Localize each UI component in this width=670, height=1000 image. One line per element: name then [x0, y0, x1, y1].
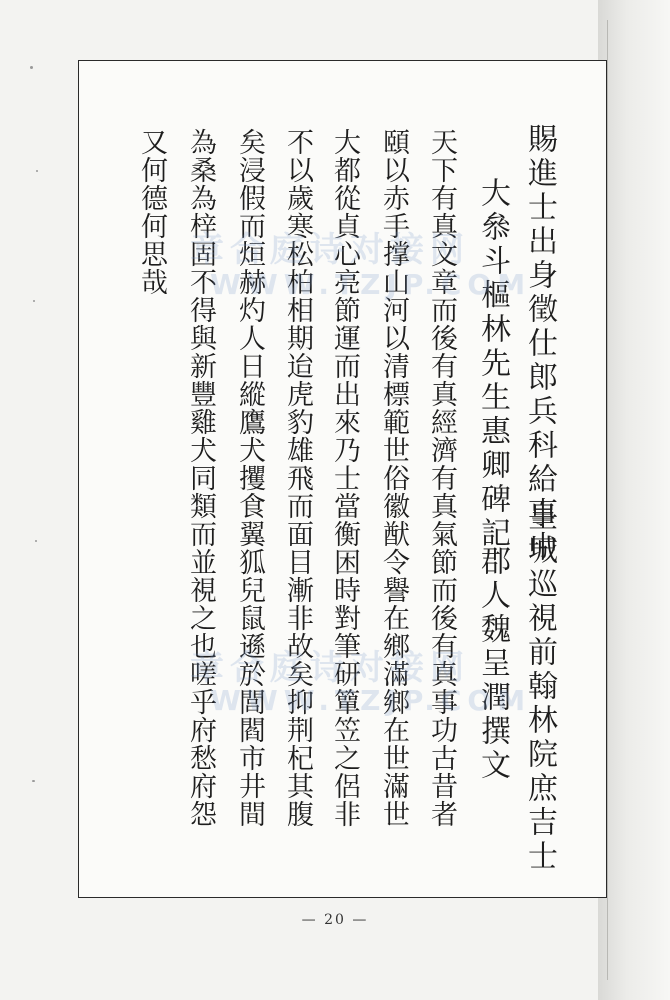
- scan-speck: [36, 170, 38, 172]
- watermark-url-2: WWW.TZJP.COM: [210, 684, 532, 717]
- column-5: 大都從貞心亮節運而出來乃士當衡困時對筆研簞笠之侶非: [329, 128, 360, 828]
- page-number: — 20 —: [301, 912, 369, 928]
- column-6: 不以歲寒松柏相期迨虎豹雄飛而面目漸非故矣抑荆杞其腹: [282, 128, 313, 828]
- page-edge: [607, 20, 608, 980]
- scan-speck: [33, 300, 35, 302]
- column-1: 賜進士出身徵仕郎兵科給事中: [522, 123, 557, 565]
- watermark-text-1: 章合庭诗对接网: [190, 230, 470, 270]
- scan-speck: [30, 66, 33, 69]
- column-1b: 皇城巡視前翰林院庶吉士: [522, 500, 557, 874]
- scan-speck: [35, 540, 37, 542]
- scan-shadow: [598, 0, 670, 1000]
- column-9: 又何德何思哉: [136, 128, 167, 296]
- column-3: 天下有真文章而後有真經濟有真氣節而後有真事功古昔者: [426, 128, 457, 828]
- column-2b: 郡人魏呈潤撰文: [475, 545, 510, 783]
- column-2: 大叅斗樞林先生惠卿碑記: [475, 177, 510, 551]
- watermark-url-1: WWW.TZJP.COM: [210, 268, 532, 301]
- watermark-text-2: 章合庭诗对接网: [190, 648, 470, 688]
- column-7: 矣浸假而烜赫灼人日縱鷹犬攫食翼狐兒鼠遜於閭閻市井間: [234, 128, 265, 828]
- column-4: 頤以赤手撑山河以清標範世俗徽猷令譽在鄉滿鄉在世滿世: [378, 128, 409, 828]
- scan-speck: [32, 780, 35, 782]
- column-8: 為桑為梓固不得與新豐雞犬同類而並視之也嗟乎府愁府怨: [185, 128, 216, 828]
